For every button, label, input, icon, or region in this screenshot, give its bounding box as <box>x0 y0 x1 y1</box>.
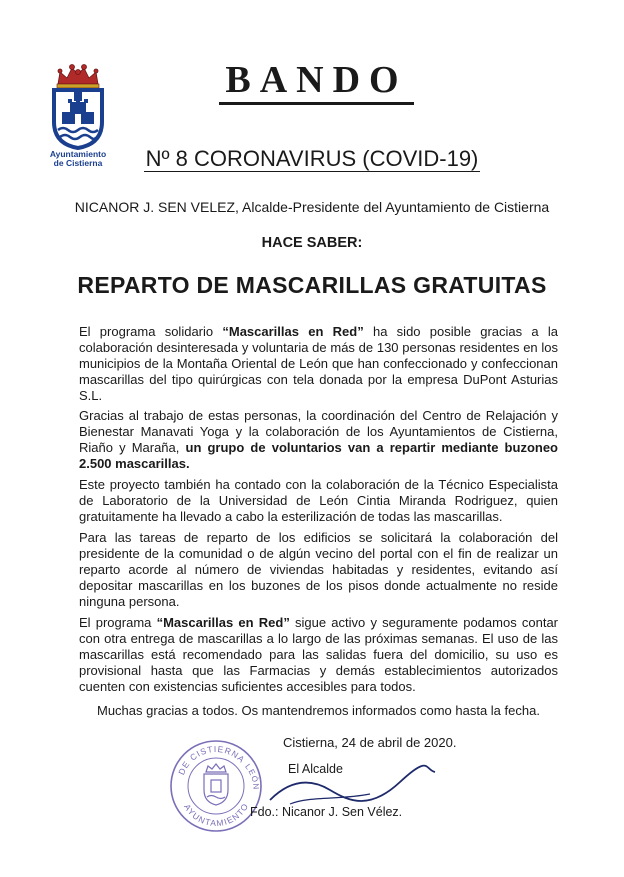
document-date: Cistierna, 24 de abril de 2020. <box>283 735 457 750</box>
paragraph-5-text-c: sigue activo y seguramente podamos contar con otra entrega de mascarillas a lo largo de las próximas semanas. El uso de las mascarillas está recomendado para las salidas fuera del domicilio, su uso es provisional hasta que las Farmacias y demás establecimientos autorizados cuenten con existencias suficientes accesibles para todos. <box>79 615 559 694</box>
page-title-text: BANDO <box>219 59 413 105</box>
logo-text-line1: Ayuntamiento <box>49 149 107 159</box>
seal-top-text: DE CISTIERNA <box>176 743 248 777</box>
program-name: “Mascarillas en Red” <box>156 615 290 630</box>
seal-right-text: LEÓN <box>243 762 261 791</box>
signatory-role: El Alcalde <box>288 762 343 776</box>
bando-number-text: Nº 8 CORONAVIRUS (COVID-19) <box>145 146 479 171</box>
paragraph-2-highlight: un grupo de voluntarios van a repartir mediante buzoneo 2.500 mascarillas. <box>79 440 558 471</box>
paragraph-2 <box>79 408 558 472</box>
paragraph-4: Para las tareas de reparto de los edificios se solicitará la colaboración del presidente de la comunidad o de algún vecino del portal con el fin de realizar un reparto acorde al número de viviendas habitadas y residentes, evitando así depositar mascarillas en los buzones de los pisos donde actualmente no reside ninguna persona. <box>79 530 558 609</box>
paragraph-1 <box>79 324 558 404</box>
paragraph-3: Este proyecto también ha contado con la colaboración de la Técnico Especialista de Laboratorio de la Universidad de León Cintia Miranda Rodriguez, quien gratuitamente ha llevado a cabo la esterilización de todas las mascarillas. <box>79 477 558 524</box>
seal-bottom-text: AYUNTAMIENTO <box>182 800 251 829</box>
program-name: “Mascarillas en Red” <box>222 324 364 339</box>
paragraph-1-text-a: El programa solidario <box>79 324 223 339</box>
paragraph-2-text-a: Gracias al trabajo de estas personas, la coordinación del Centro de Relajación y Bienestar Manavati Yoga y la colaboración de los Ayuntamientos de Cistierna, Riaño y Maraña, <box>79 408 558 455</box>
authority-line: NICANOR J. SEN VELEZ, Alcalde-Presidente del Ayuntamiento de Cistierna <box>74 199 550 215</box>
main-heading: REPARTO DE MASCARILLAS GRATUITAS <box>77 272 547 298</box>
paragraph-5-text-a: El programa <box>79 615 157 630</box>
bando-number <box>0 146 624 172</box>
paragraph-1-text-c: ha sido posible gracias a la colaboración desinteresada y voluntaria de más de 130 personas residentes en los municipios de la Montaña Oriental de León que han confeccionado y confeccionan mascarillas del tipo quirúrgicas con tela donada por la empresa DuPont Asturias S.L. <box>79 324 558 403</box>
hace-saber-label: HACE SABER: <box>261 235 363 251</box>
closing-thanks: Muchas gracias a todos. Os mantendremos informados como hasta la fecha. <box>97 703 540 718</box>
signatory-name: Fdo.: Nicanor J. Sen Vélez. <box>250 805 403 819</box>
paragraph-5 <box>79 615 558 695</box>
logo-text-line2: de Cistierna <box>53 158 103 168</box>
page-title <box>0 58 624 102</box>
